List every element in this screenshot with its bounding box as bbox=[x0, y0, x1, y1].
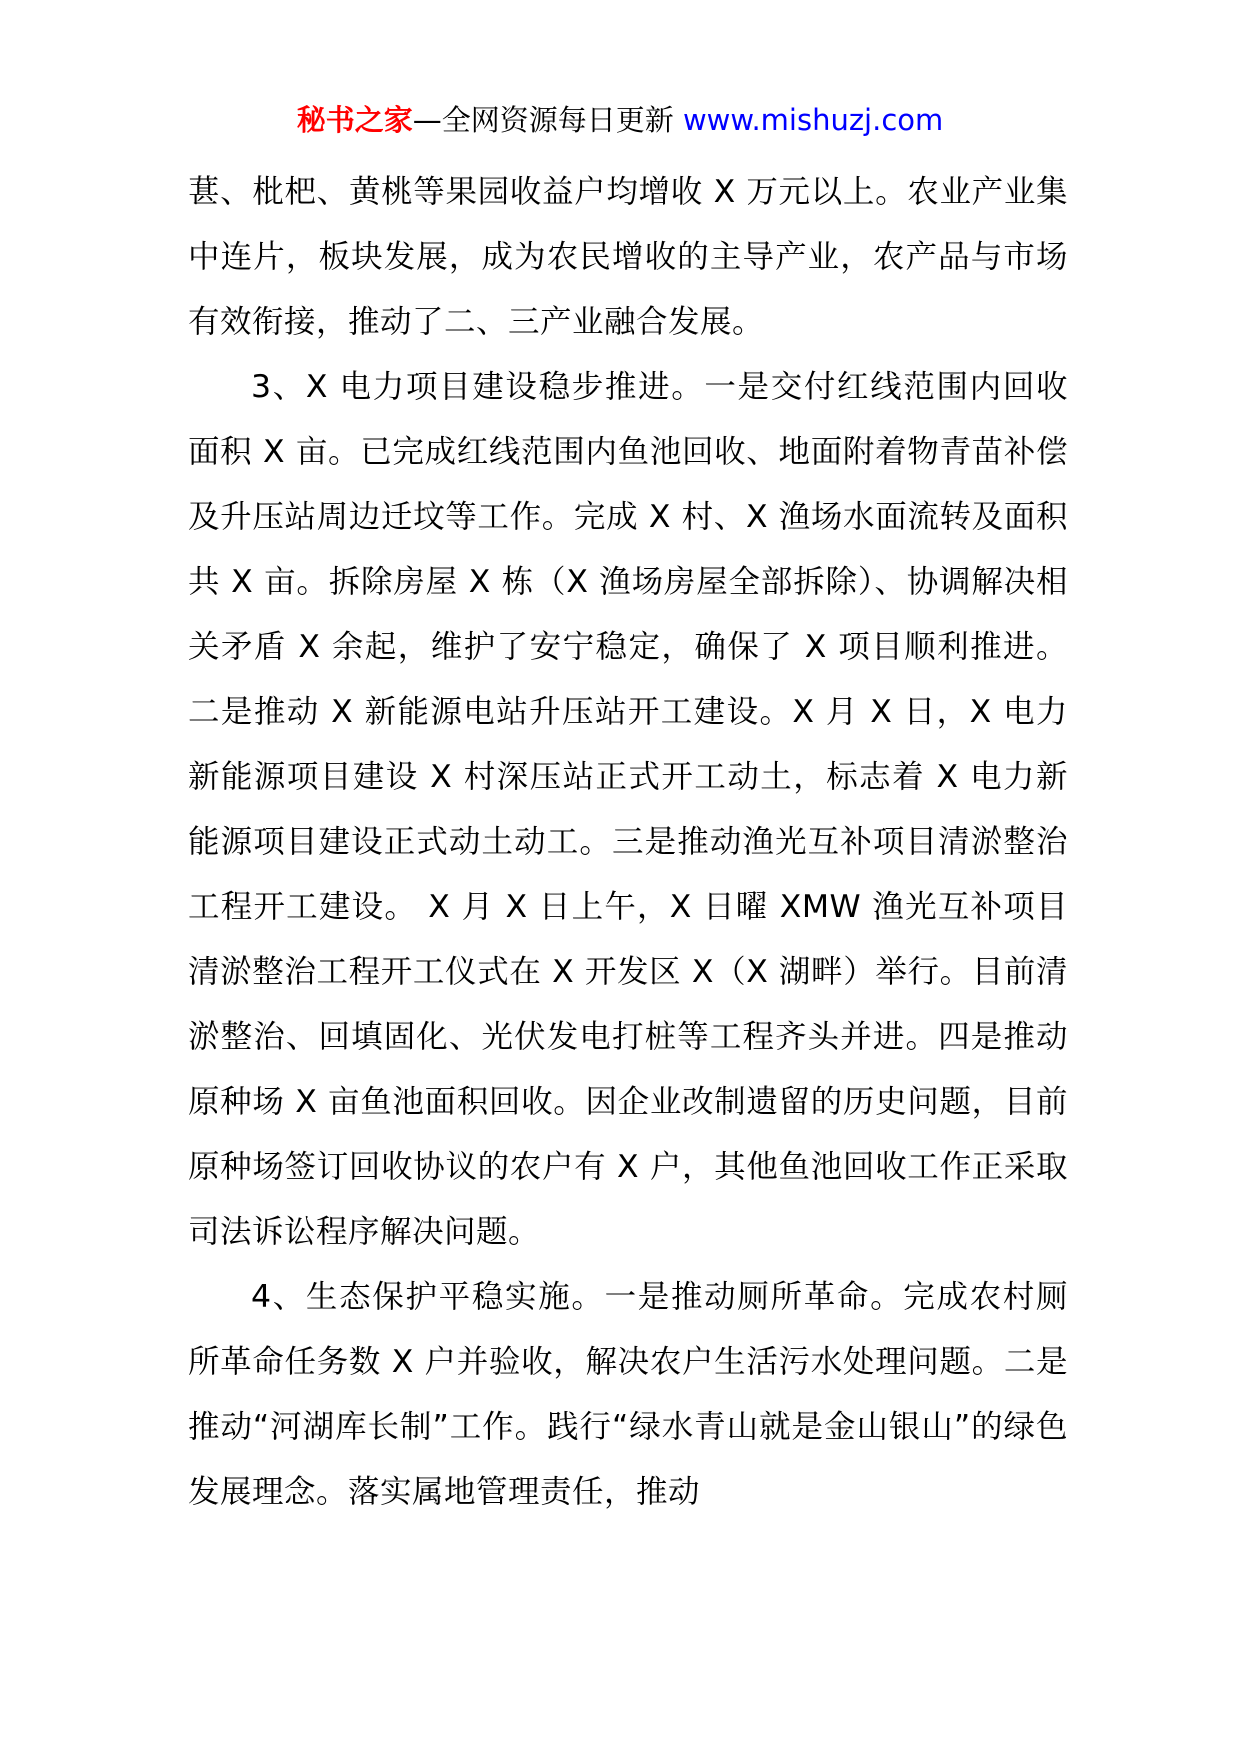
site-url-link[interactable]: www.mishuzj.com bbox=[682, 103, 944, 137]
paragraph-section-4: 4、生态保护平稳实施。一是推动厕所革命。完成农村厕所革命任务数 X 户并验收，解决农户生活污水处理问题。二是推动“河湖库长制”工作。践行“绿水青山就是金山银山”的绿色发展理念。落实属地管理责任，推动 bbox=[188, 1279, 1068, 1510]
site-header bbox=[0, 100, 1240, 140]
document-body bbox=[188, 160, 1068, 1525]
paragraph-section-3: 3、X 电力项目建设稳步推进。一是交付红线范围内回收面积 X 亩。已完成红线范围内鱼池回收、地面附着物青苗补偿及升压站周边迁坟等工作。完成 X 村、X 渔场水面流转及面积共 X 亩。拆除房屋 X 栋（X 渔场房屋全部拆除）、协调解决相关矛盾 X 余起，维护了安宁稳定，确保了 X 项目顺利推进。二是推动 X 新能源电站升压站开工建设。X 月 X 日，X 电力新能源项目建设 X 村深压站正式开工动土，标志着 X 电力新能源项目建设正式动土动工。三是推动渔光互补项目清淤整治工程开工建设。 X 月 X 日上午，X 日曜 XMW 渔光互补项目清淤整治工程开工仪式在 X 开发区 X（X 湖畔）举行。目前清淤整治、回填固化、光伏发电打桩等工程齐头并进。四是推动原种场 X 亩鱼池面积回收。因企业改制遗留的历史问题，目前原种场签订回收协议的农户有 X 户，其他鱼池回收工作正采取司法诉讼程序解决问题。 bbox=[188, 369, 1068, 1250]
site-tagline: —全网资源每日更新 bbox=[412, 103, 674, 137]
paragraph-continuation: 葚、枇杷、黄桃等果园收益户均增收 X 万元以上。农业产业集中连片，板块发展，成为农民增收的主导产业，农产品与市场有效衔接，推动了二、三产业融合发展。 bbox=[188, 174, 1068, 340]
site-brand: 秘书之家 bbox=[296, 103, 413, 137]
